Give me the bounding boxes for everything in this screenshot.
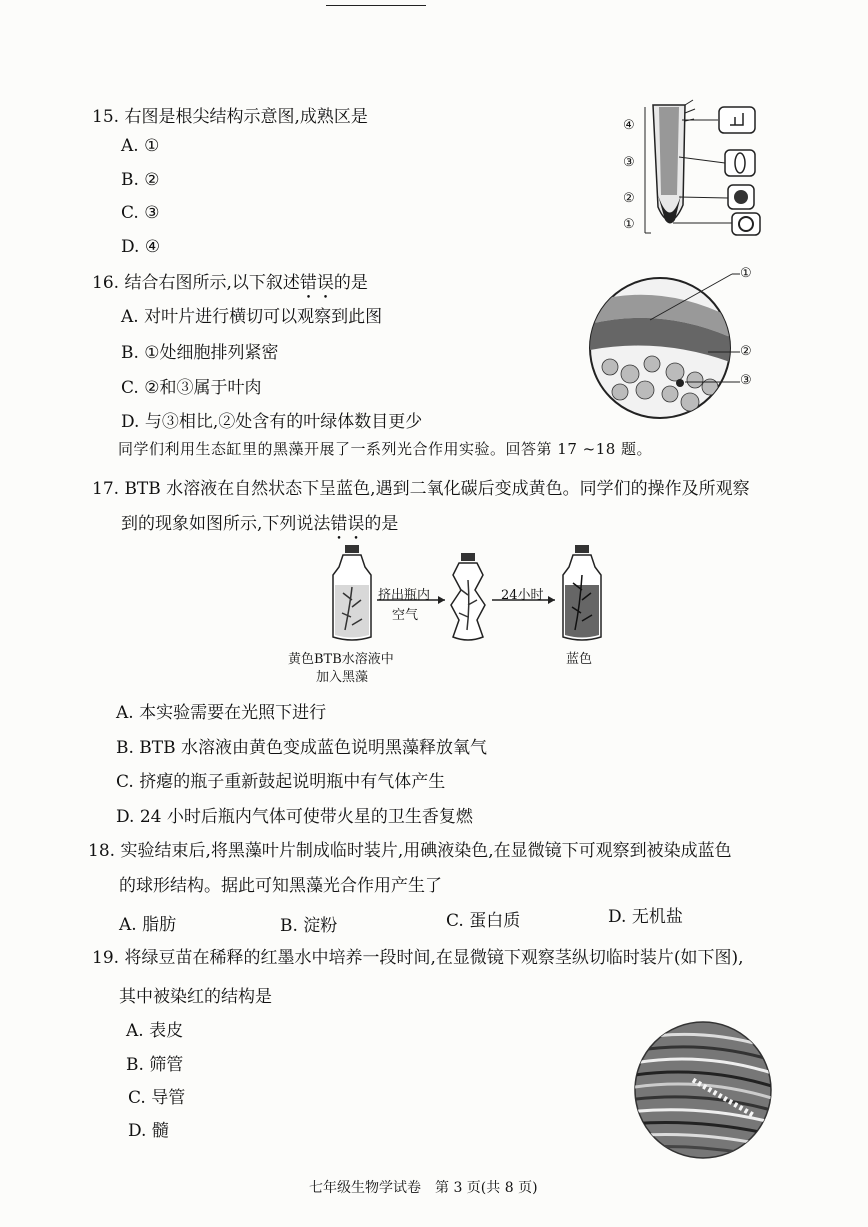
question-17-option-a: A. 本实验需要在光照下进行 [116,703,327,723]
left-bottle-caption-2: 加入黑藻 [316,670,369,685]
page-footer: 七年级生物学试卷 第 3 页(共 8 页) [309,1180,538,1196]
question-17-option-d: D. 24 小时后瓶内气体可使带火星的卫生香复燃 [116,807,473,827]
question-17-option-b: B. BTB 水溶液由黄色变成蓝色说明黑藻释放氧气 [116,738,488,758]
bottle-experiment-figure [325,545,615,645]
experiment-intro: 同学们利用生态缸里的黑藻开展了一系列光合作用实验。回答第 17 ~18 题。 [118,440,653,458]
question-19-option-d: D. 髓 [128,1121,169,1141]
arrow2-label-top: 24小时 [501,588,544,603]
root-tip-label-4: ④ [623,118,635,133]
arrow1-label-bottom: 空气 [392,608,419,623]
question-18-option-c: C. 蛋白质 [446,911,521,931]
leaf-label-3: ③ [740,373,752,388]
arrow1-label-top: 挤出瓶内 [378,588,431,603]
emphasis-error: 错误 [299,273,334,293]
question-16-option-d: D. 与③相比,②处含有的叶绿体数目更少 [121,412,423,432]
root-tip-label-3: ③ [623,155,635,170]
question-17-option-c: C. 挤瘪的瓶子重新鼓起说明瓶中有气体产生 [116,772,446,792]
question-18-option-a: A. 脂肪 [119,915,177,935]
question-17-stem-line1: 17. BTB 水溶液在自然状态下呈蓝色,遇到二氧化碳后变成黄色。同学们的操作及所观察 [92,479,750,499]
question-19-option-c: C. 导管 [128,1088,186,1108]
question-15-option-c: C. ③ [121,203,160,223]
root-tip-figure [615,95,765,245]
question-18-stem-line1: 18. 实验结束后,将黑藻叶片制成临时装片,用碘液染色,在显微镜下可观察到被染成蓝色 [88,841,732,861]
question-19-stem-line2: 其中被染红的结构是 [119,987,272,1007]
question-15-option-b: B. ② [121,170,160,190]
question-16-option-a: A. 对叶片进行横切可以观察到此图 [121,307,383,327]
question-16-option-c: C. ②和③属于叶肉 [121,378,262,398]
question-18-option-b: B. 淀粉 [280,916,338,936]
question-15-option-a: A. ① [121,136,160,156]
question-19-option-a: A. 表皮 [126,1021,184,1041]
question-19-stem-line1: 19. 将绿豆苗在稀释的红墨水中培养一段时间,在显微镜下观察茎纵切临时装片(如下图), [92,948,744,968]
question-15-stem: 15. 右图是根尖结构示意图,成熟区是 [92,107,368,127]
top-rule [326,5,426,6]
root-tip-label-2: ② [623,191,635,206]
question-19-option-b: B. 筛管 [126,1055,184,1075]
root-tip-label-1: ① [623,217,635,232]
question-18-stem-line2: 的球形结构。据此可知黑藻光合作用产生了 [119,876,442,896]
question-18-option-d: D. 无机盐 [608,907,683,927]
question-16-stem: 16. 结合右图所示,以下叙述错误的是 [92,273,368,293]
emphasis-error: 错误 [330,514,365,534]
question-15-option-d: D. ④ [121,237,161,257]
left-bottle-caption-1: 黄色BTB水溶液中 [288,652,394,667]
question-17-stem-line2: 到的现象如图所示,下列说法错误的是 [121,514,399,534]
leaf-label-2: ② [740,344,752,359]
question-16-option-b: B. ①处细胞排列紧密 [121,343,279,363]
leaf-label-1: ① [740,266,752,281]
stem-section-micrograph [633,1020,773,1160]
right-bottle-caption: 蓝色 [566,652,593,667]
